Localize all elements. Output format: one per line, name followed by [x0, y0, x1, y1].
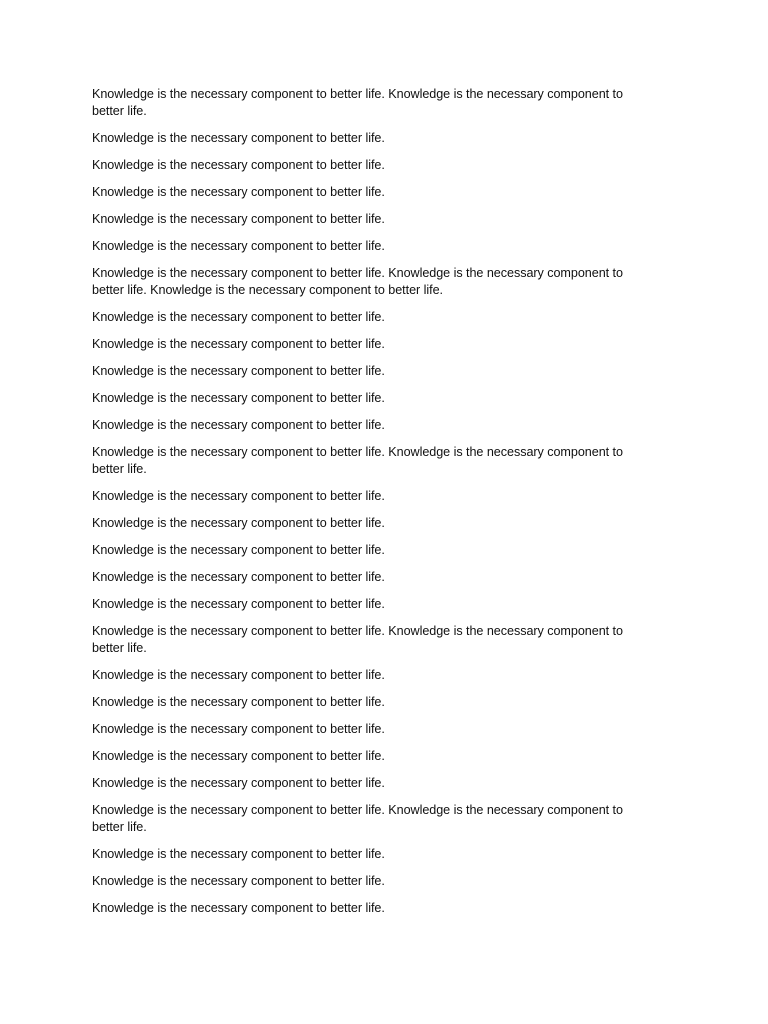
paragraph-19: Knowledge is the necessary component to better life. Knowledge is the necessary component to better life. — [92, 624, 623, 655]
paragraph-9: Knowledge is the necessary component to better life. — [92, 337, 385, 351]
paragraph-5: Knowledge is the necessary component to better life. — [92, 212, 385, 226]
paragraph-17: Knowledge is the necessary component to better life. — [92, 570, 385, 584]
document-body — [92, 86, 652, 917]
paragraph-14: Knowledge is the necessary component to better life. — [92, 489, 385, 503]
paragraph-27: Knowledge is the necessary component to better life. — [92, 874, 385, 888]
paragraph-26: Knowledge is the necessary component to better life. — [92, 847, 385, 861]
paragraph-2: Knowledge is the necessary component to better life. — [92, 131, 385, 145]
paragraph-25: Knowledge is the necessary component to better life. Knowledge is the necessary component to better life. — [92, 803, 623, 834]
paragraph-23: Knowledge is the necessary component to better life. — [92, 749, 385, 763]
paragraph-4: Knowledge is the necessary component to better life. — [92, 185, 385, 199]
paragraph-22: Knowledge is the necessary component to better life. — [92, 722, 385, 736]
paragraph-11: Knowledge is the necessary component to better life. — [92, 391, 385, 405]
paragraph-18: Knowledge is the necessary component to better life. — [92, 597, 385, 611]
paragraph-10: Knowledge is the necessary component to better life. — [92, 364, 385, 378]
paragraph-24: Knowledge is the necessary component to better life. — [92, 776, 385, 790]
paragraph-8: Knowledge is the necessary component to better life. — [92, 310, 385, 324]
paragraph-28: Knowledge is the necessary component to better life. — [92, 901, 385, 915]
paragraph-1: Knowledge is the necessary component to better life. Knowledge is the necessary component to better life. — [92, 87, 623, 118]
paragraph-7: Knowledge is the necessary component to better life. Knowledge is the necessary component to better life. Knowledge is the necessary component to better life. — [92, 266, 623, 297]
paragraph-16: Knowledge is the necessary component to better life. — [92, 543, 385, 557]
paragraph-3: Knowledge is the necessary component to better life. — [92, 158, 385, 172]
paragraph-15: Knowledge is the necessary component to better life. — [92, 516, 385, 530]
paragraph-20: Knowledge is the necessary component to better life. — [92, 668, 385, 682]
paragraph-21: Knowledge is the necessary component to better life. — [92, 695, 385, 709]
paragraph-12: Knowledge is the necessary component to better life. — [92, 418, 385, 432]
paragraph-6: Knowledge is the necessary component to better life. — [92, 239, 385, 253]
paragraph-13: Knowledge is the necessary component to better life. Knowledge is the necessary component to better life. — [92, 445, 623, 476]
